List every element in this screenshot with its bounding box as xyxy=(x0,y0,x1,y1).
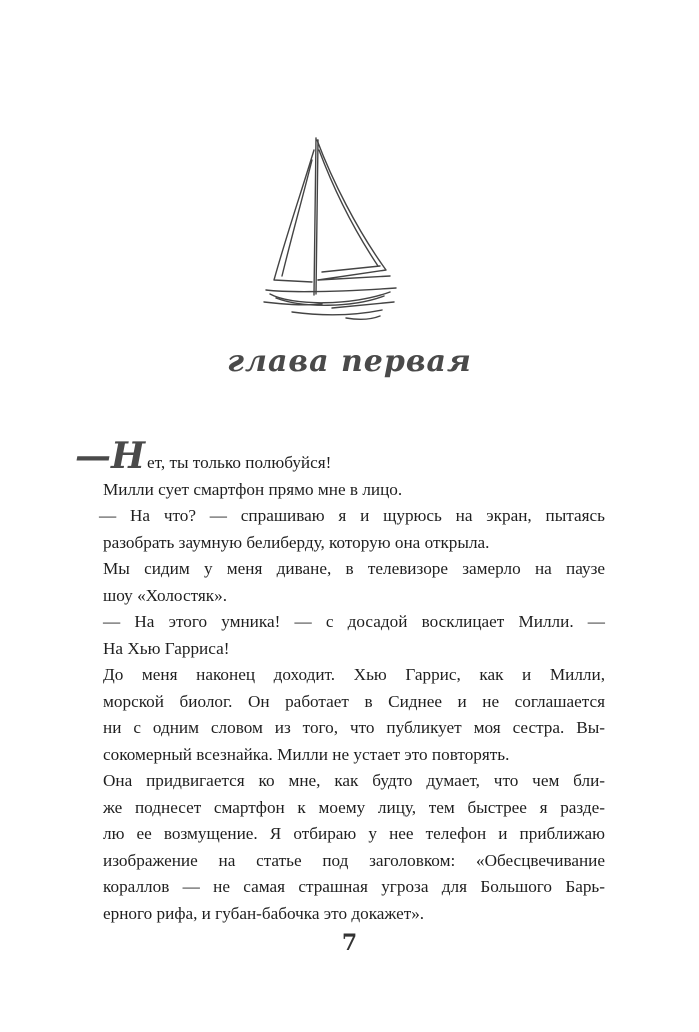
text-line: морской биолог. Он работает в Сиднее и не соглашается xyxy=(103,691,605,711)
text-line: На Хью Гарриса! xyxy=(103,638,230,658)
text-line: сокомерный всезнайка. Милли не устает это повторять. xyxy=(103,744,510,764)
text-line: ни с одним словом из того, что публикует моя сестра. Вы- xyxy=(103,718,605,737)
text-line: Милли сует смартфон прямо мне в лицо. xyxy=(103,479,403,499)
chapter-title: глава первая xyxy=(227,344,472,379)
text-line: Она придвигается ко мне, как будто думает, что чем бли- xyxy=(103,771,605,790)
text-line: — На что? — спрашиваю я и щурюсь на экран, пытаясь xyxy=(99,506,605,525)
drop-cap: —Н xyxy=(75,435,146,477)
page-number: 7 xyxy=(341,930,358,956)
text-line: До меня наконец доходит. Хью Гаррис, как и Милли, xyxy=(103,665,605,684)
text-line: лю ее возмущение. Я отбираю у нее телефон и приближаю xyxy=(103,824,605,843)
text-line: изображение на статье под заголовком: «Обесцвечивание xyxy=(103,850,605,870)
text-line: шоу «Холостяк». xyxy=(103,585,228,605)
text-line: кораллов — не самая страшная угроза для Большого Барь- xyxy=(103,877,605,896)
chapter-body xyxy=(75,435,605,927)
text-line: Мы сидим у меня диване, в телевизоре замерло на паузе xyxy=(103,559,605,578)
text-line: же поднесет смартфон к моему лицу, тем быстрее я разде- xyxy=(103,797,605,817)
text-line: разобрать заумную белиберду, которую она открыла. xyxy=(103,532,490,552)
first-line xyxy=(75,435,605,477)
text-line: ерного рифа, и губан-бабочка это докажет». xyxy=(103,903,425,923)
sailboat-icon xyxy=(262,130,400,322)
text-line: — На этого умника! — с досадой восклицает Милли. — xyxy=(103,612,605,631)
first-line-text: ет, ты только полюбуйся! xyxy=(147,453,332,472)
